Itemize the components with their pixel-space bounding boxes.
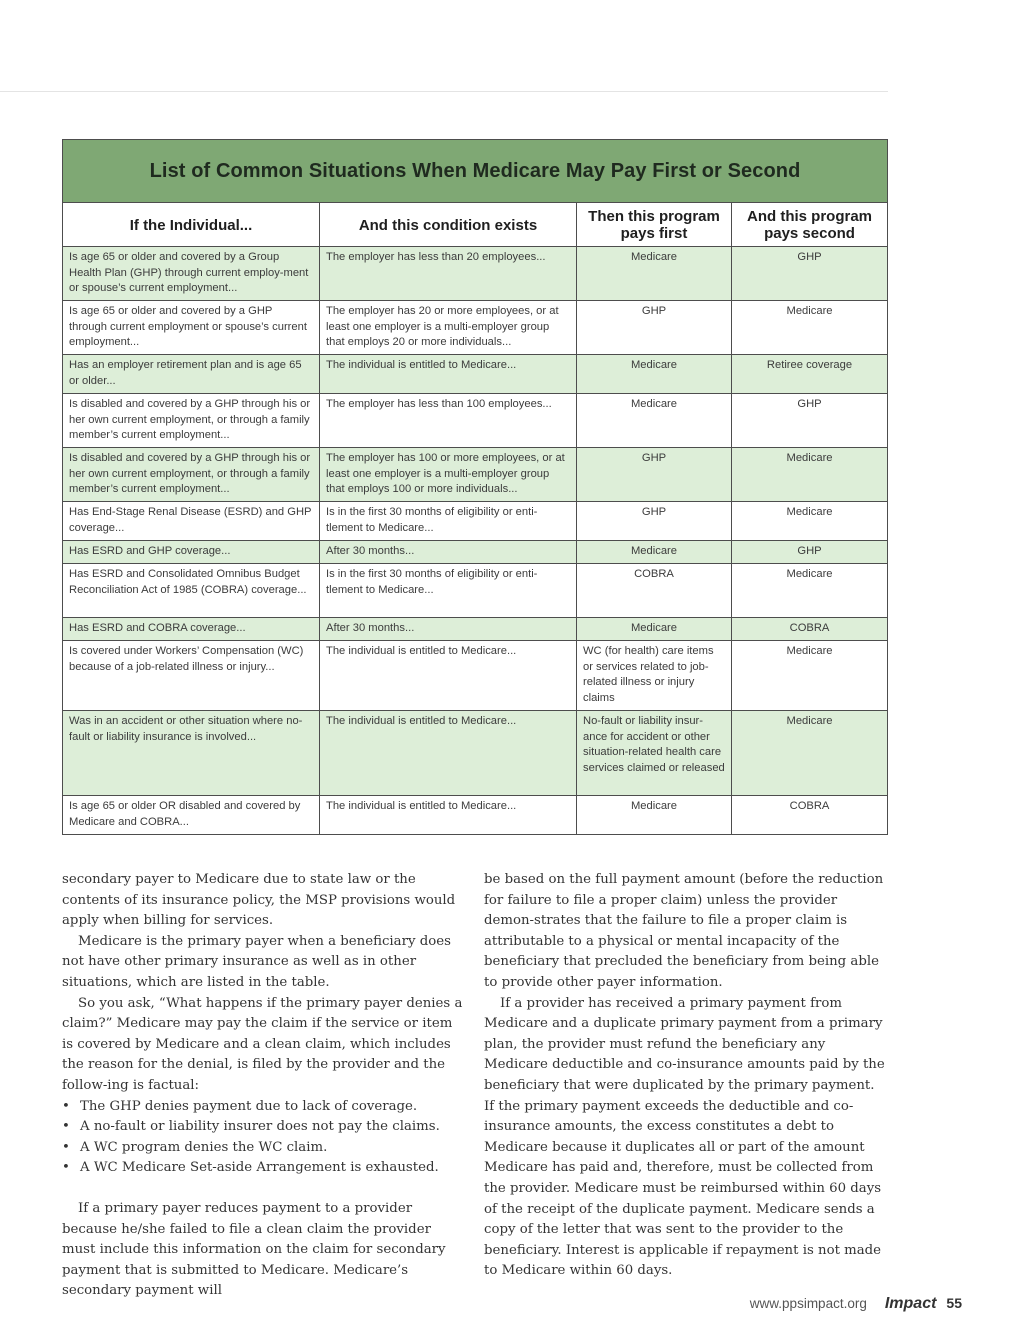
cell-pays-first: Medicare (577, 618, 732, 641)
list-item-text: A no-fault or liability insurer does not pay the claims. (80, 1119, 440, 1135)
article-right-column (484, 870, 886, 1282)
cell-individual: Has End-Stage Renal Disease (ESRD) and GHP coverage... (63, 502, 320, 541)
bullet-list (62, 1097, 464, 1179)
header-pays-second: And this program pays second (732, 203, 888, 247)
article-left-column (62, 870, 464, 1302)
bullet-icon: • (62, 1119, 70, 1135)
list-item-text: The GHP denies payment due to lack of coverage. (80, 1098, 418, 1114)
bullet-icon: • (62, 1139, 70, 1155)
table-row (63, 301, 888, 355)
paragraph-gap (62, 1179, 464, 1199)
cell-individual: Has an employer retirement plan and is age 65 or older... (63, 355, 320, 394)
cell-individual: Is age 65 or older and covered by a Group Health Plan (GHP) through current employ-ment or spouse’s current employment... (63, 247, 320, 301)
table-title: List of Common Situations When Medicare May Pay First or Second (63, 140, 888, 203)
cell-pays-second: Medicare (732, 301, 888, 355)
cell-condition: The employer has 100 or more employees, or at least one employer is a multi-employer group that employs 100 or more individuals... (320, 448, 577, 502)
cell-individual: Has ESRD and Consolidated Omnibus Budget Reconciliation Act of 1985 (COBRA) coverage... (63, 564, 320, 618)
list-item-text: A WC program denies the WC claim. (80, 1139, 328, 1155)
cell-pays-first: Medicare (577, 541, 732, 564)
cell-individual: Is age 65 or older OR disabled and covered by Medicare and COBRA... (63, 796, 320, 835)
paragraph: If a primary payer reduces payment to a provider because he/she failed to file a clean claim the provider must include this information on the claim for secondary payment that is submitted to Medicare. Medicare’s secondary payment will (62, 1200, 446, 1299)
cell-condition: Is in the first 30 months of eligibility or enti-tlement to Medicare... (320, 564, 577, 618)
cell-pays-second: Medicare (732, 448, 888, 502)
table-row (63, 541, 888, 564)
cell-individual: Is disabled and covered by a GHP through his or her own current employment, or through a family member’s current employment... (63, 448, 320, 502)
list-item (62, 1117, 464, 1138)
top-rule (0, 91, 888, 92)
page-footer (750, 1295, 962, 1315)
cell-condition: The individual is entitled to Medicare... (320, 711, 577, 796)
table-row (63, 564, 888, 618)
bullet-icon: • (62, 1160, 70, 1176)
cell-pays-second: Retiree coverage (732, 355, 888, 394)
paragraph: Medicare is the primary payer when a beneficiary does not have other primary insurance as well as in other situations, which are listed in the table. (62, 933, 451, 990)
cell-individual: Has ESRD and COBRA coverage... (63, 618, 320, 641)
cell-pays-first: WC (for health) care items or services related to job-related illness or injury claims (577, 641, 732, 711)
table-row (63, 796, 888, 835)
cell-condition: The employer has less than 20 employees... (320, 247, 577, 301)
medicare-payer-table (62, 139, 888, 835)
table-row (63, 394, 888, 448)
cell-pays-first: Medicare (577, 247, 732, 301)
header-individual: If the Individual... (63, 203, 320, 247)
list-item (62, 1097, 464, 1118)
paragraph: If a provider has received a primary payment from Medicare and a duplicate primary payment from a primary plan, the provider must refund the beneficiary any Medicare deductible and co-insurance amounts paid by the beneficiary that were duplicated by the primary payment. If the primary payment exceeds the deductible and co-insurance amounts, the excess constitutes a debt to Medicare because it duplicates all or part of the amount Medicare has paid and, therefore, must be collected from the provider. Medicare must be reimbursed within 60 days of the receipt of the duplicate payment. Medicare sends a copy of the letter that was sent to the provider to the beneficiary. Interest is applicable if repayment is not made to Medicare within 60 days. (484, 995, 885, 1279)
cell-pays-second: Medicare (732, 502, 888, 541)
cell-condition: The individual is entitled to Medicare... (320, 796, 577, 835)
cell-individual: Is age 65 or older and covered by a GHP through current employment or spouse’s current employment... (63, 301, 320, 355)
cell-condition: After 30 months... (320, 618, 577, 641)
cell-pays-first: Medicare (577, 355, 732, 394)
cell-pays-second: COBRA (732, 796, 888, 835)
cell-condition: After 30 months... (320, 541, 577, 564)
cell-individual: Is covered under Workers’ Compensation (WC) because of a job-related illness or injury... (63, 641, 320, 711)
table-row (63, 502, 888, 541)
cell-pays-first: Medicare (577, 394, 732, 448)
header-pays-first: Then this program pays first (577, 203, 732, 247)
cell-condition: Is in the first 30 months of eligibility or enti-tlement to Medicare... (320, 502, 577, 541)
paragraph: be based on the full payment amount (before the reduction for failure to file a proper claim) unless the provider demon-strates that the failure to file a proper claim is attributable to a physical or mental incapacity of the beneficiary that precluded the beneficiary from being able to provide other payer information. (484, 872, 884, 990)
table-row (63, 641, 888, 711)
table-row (63, 247, 888, 301)
cell-condition: The employer has less than 100 employees... (320, 394, 577, 448)
cell-individual: Has ESRD and GHP coverage... (63, 541, 320, 564)
cell-pays-first: GHP (577, 502, 732, 541)
table-row (63, 618, 888, 641)
medicare-table-container (62, 139, 887, 835)
cell-pays-second: Medicare (732, 641, 888, 711)
cell-pays-second: COBRA (732, 618, 888, 641)
cell-pays-second: GHP (732, 394, 888, 448)
cell-pays-first: GHP (577, 448, 732, 502)
header-condition: And this condition exists (320, 203, 577, 247)
cell-condition: The individual is entitled to Medicare... (320, 355, 577, 394)
list-item (62, 1138, 464, 1159)
cell-pays-second: GHP (732, 247, 888, 301)
cell-individual: Is disabled and covered by a GHP through his or her own current employment, or through a family member’s current employment... (63, 394, 320, 448)
footer-url-link[interactable]: www.ppsimpact.org (749, 1296, 867, 1311)
table-row (63, 448, 888, 502)
paragraph: So you ask, “What happens if the primary payer denies a claim?” Medicare may pay the claim if the service or item is covered by Medicare and a clean claim, which includes the reason for the denial, is filed by the provider and the follow-ing is factual: (62, 995, 463, 1093)
page-number: 55 (946, 1295, 962, 1311)
table-row (63, 355, 888, 394)
cell-pays-second: Medicare (732, 564, 888, 618)
magazine-brand: Impact (884, 1295, 937, 1312)
list-item-text: A WC Medicare Set-aside Arrangement is exhausted. (80, 1160, 439, 1176)
paragraph: secondary payer to Medicare due to state law or the contents of its insurance policy, the MSP provisions would apply when billing for services. (62, 872, 456, 929)
cell-pays-first: No-fault or liability insur-ance for accident or other situation-related health care services claimed or released (577, 711, 732, 796)
cell-pays-second: Medicare (732, 711, 888, 796)
table-row (63, 711, 888, 796)
bullet-icon: • (62, 1098, 70, 1114)
cell-pays-first: GHP (577, 301, 732, 355)
cell-pays-first: COBRA (577, 564, 732, 618)
cell-pays-first: Medicare (577, 796, 732, 835)
cell-condition: The employer has 20 or more employees, or at least one employer is a multi-employer group that employs 20 or more individuals... (320, 301, 577, 355)
cell-individual: Was in an accident or other situation where no-fault or liability insurance is involved... (63, 711, 320, 796)
cell-condition: The individual is entitled to Medicare... (320, 641, 577, 711)
cell-pays-second: GHP (732, 541, 888, 564)
list-item (62, 1158, 464, 1179)
